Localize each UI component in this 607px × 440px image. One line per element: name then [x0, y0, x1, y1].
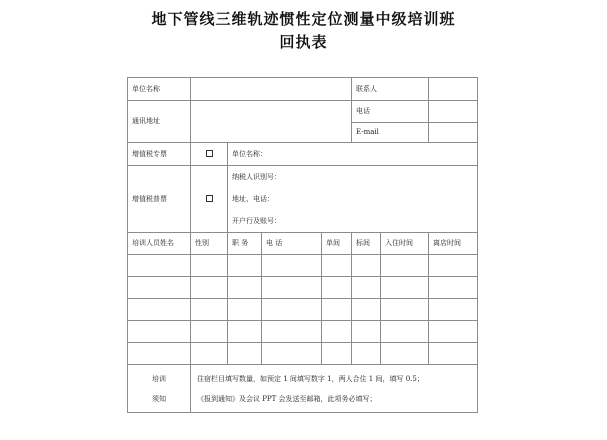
participant-cell[interactable]: [191, 277, 228, 299]
notes-text-line1: 住宿栏目填写数量，如预定 1 间填写数字 1，两人合住 1 间，填写 0.5；: [197, 374, 424, 383]
phone-label: 电话: [352, 101, 429, 123]
participant-row: [128, 255, 478, 277]
participant-cell[interactable]: [352, 321, 381, 343]
participant-cell[interactable]: [322, 277, 352, 299]
participant-cell[interactable]: [191, 299, 228, 321]
notes-label: [128, 365, 191, 413]
participant-cell[interactable]: [429, 255, 478, 277]
email-field[interactable]: [429, 123, 478, 143]
participant-cell[interactable]: [322, 321, 352, 343]
invoice-tax-id[interactable]: 纳税人识别号：: [232, 173, 281, 181]
participant-cell[interactable]: [262, 321, 322, 343]
participant-cell[interactable]: [429, 321, 478, 343]
participant-cell[interactable]: [262, 255, 322, 277]
participant-cell[interactable]: [228, 277, 262, 299]
vat-normal-label: 增值税普票: [128, 166, 191, 233]
participant-cell[interactable]: [381, 343, 429, 365]
participants-header-cell: 电 话: [262, 233, 322, 255]
notes-label-line1: 培训: [152, 374, 166, 383]
participant-cell[interactable]: [381, 277, 429, 299]
participant-cell[interactable]: [191, 255, 228, 277]
participant-cell[interactable]: [228, 255, 262, 277]
vat-normal-checkbox-cell[interactable]: [191, 166, 228, 233]
participant-cell[interactable]: [228, 321, 262, 343]
participant-cell[interactable]: [128, 299, 191, 321]
phone-field[interactable]: [429, 101, 478, 123]
participants-header-cell: 性别: [191, 233, 228, 255]
participant-cell[interactable]: [429, 299, 478, 321]
participant-cell[interactable]: [429, 277, 478, 299]
participant-row: [128, 343, 478, 365]
participant-row: [128, 299, 478, 321]
participants-header-row: [128, 233, 478, 255]
participant-rows: [128, 255, 478, 365]
invoice-unit-name[interactable]: 单位名称：: [228, 143, 478, 166]
address-label: 通讯地址: [128, 101, 191, 143]
participant-cell[interactable]: [381, 255, 429, 277]
form-title: 地下管线三维轨迹惯性定位测量中级培训班: [151, 10, 456, 28]
receipt-table: [127, 77, 478, 413]
invoice-address-phone[interactable]: 地址、电话：: [232, 195, 274, 203]
participant-cell[interactable]: [322, 299, 352, 321]
participant-cell[interactable]: [228, 299, 262, 321]
participants-header-cell: 离店时间: [429, 233, 478, 255]
vat-special-checkbox-cell[interactable]: [191, 143, 228, 166]
email-label: E-mail: [352, 123, 429, 143]
notes-text-line2: 《报到通知》及会议 PPT 会发送至邮箱，此项务必填写；: [197, 394, 377, 403]
participants-header-cell: 标间: [352, 233, 381, 255]
participant-cell[interactable]: [352, 299, 381, 321]
notes-label-line2: 须知: [152, 394, 166, 403]
participant-cell[interactable]: [352, 343, 381, 365]
notes-text: [191, 365, 478, 413]
participant-cell[interactable]: [381, 321, 429, 343]
participant-cell[interactable]: [322, 343, 352, 365]
address-field[interactable]: [191, 101, 352, 143]
participant-cell[interactable]: [128, 321, 191, 343]
unit-name-field[interactable]: [191, 78, 352, 101]
participant-cell[interactable]: [262, 299, 322, 321]
participant-cell[interactable]: [128, 255, 191, 277]
vat-special-checkbox[interactable]: [206, 150, 213, 157]
contact-field[interactable]: [429, 78, 478, 101]
participants-header-cell: 培训人员姓名: [128, 233, 191, 255]
participant-cell[interactable]: [191, 321, 228, 343]
participant-cell[interactable]: [228, 343, 262, 365]
vat-special-label: 增值税专票: [128, 143, 191, 166]
participant-cell[interactable]: [128, 277, 191, 299]
participant-cell[interactable]: [429, 343, 478, 365]
unit-name-label: 单位名称: [128, 78, 191, 101]
participant-row: [128, 277, 478, 299]
invoice-bank-account[interactable]: 开户行及账号：: [232, 217, 281, 225]
contact-label: 联系人: [352, 78, 429, 101]
participants-header-cell: 职 务: [228, 233, 262, 255]
participant-row: [128, 321, 478, 343]
participants-header-cell: 入住时间: [381, 233, 429, 255]
participant-cell[interactable]: [191, 343, 228, 365]
participant-cell[interactable]: [381, 299, 429, 321]
participant-cell[interactable]: [262, 343, 322, 365]
form-subtitle: 回执表: [279, 33, 328, 51]
participant-cell[interactable]: [128, 343, 191, 365]
invoice-details: [228, 166, 478, 233]
vat-normal-checkbox[interactable]: [206, 195, 213, 202]
participant-cell[interactable]: [322, 255, 352, 277]
participant-cell[interactable]: [262, 277, 322, 299]
participants-header-cell: 单间: [322, 233, 352, 255]
participant-cell[interactable]: [352, 255, 381, 277]
participant-cell[interactable]: [352, 277, 381, 299]
